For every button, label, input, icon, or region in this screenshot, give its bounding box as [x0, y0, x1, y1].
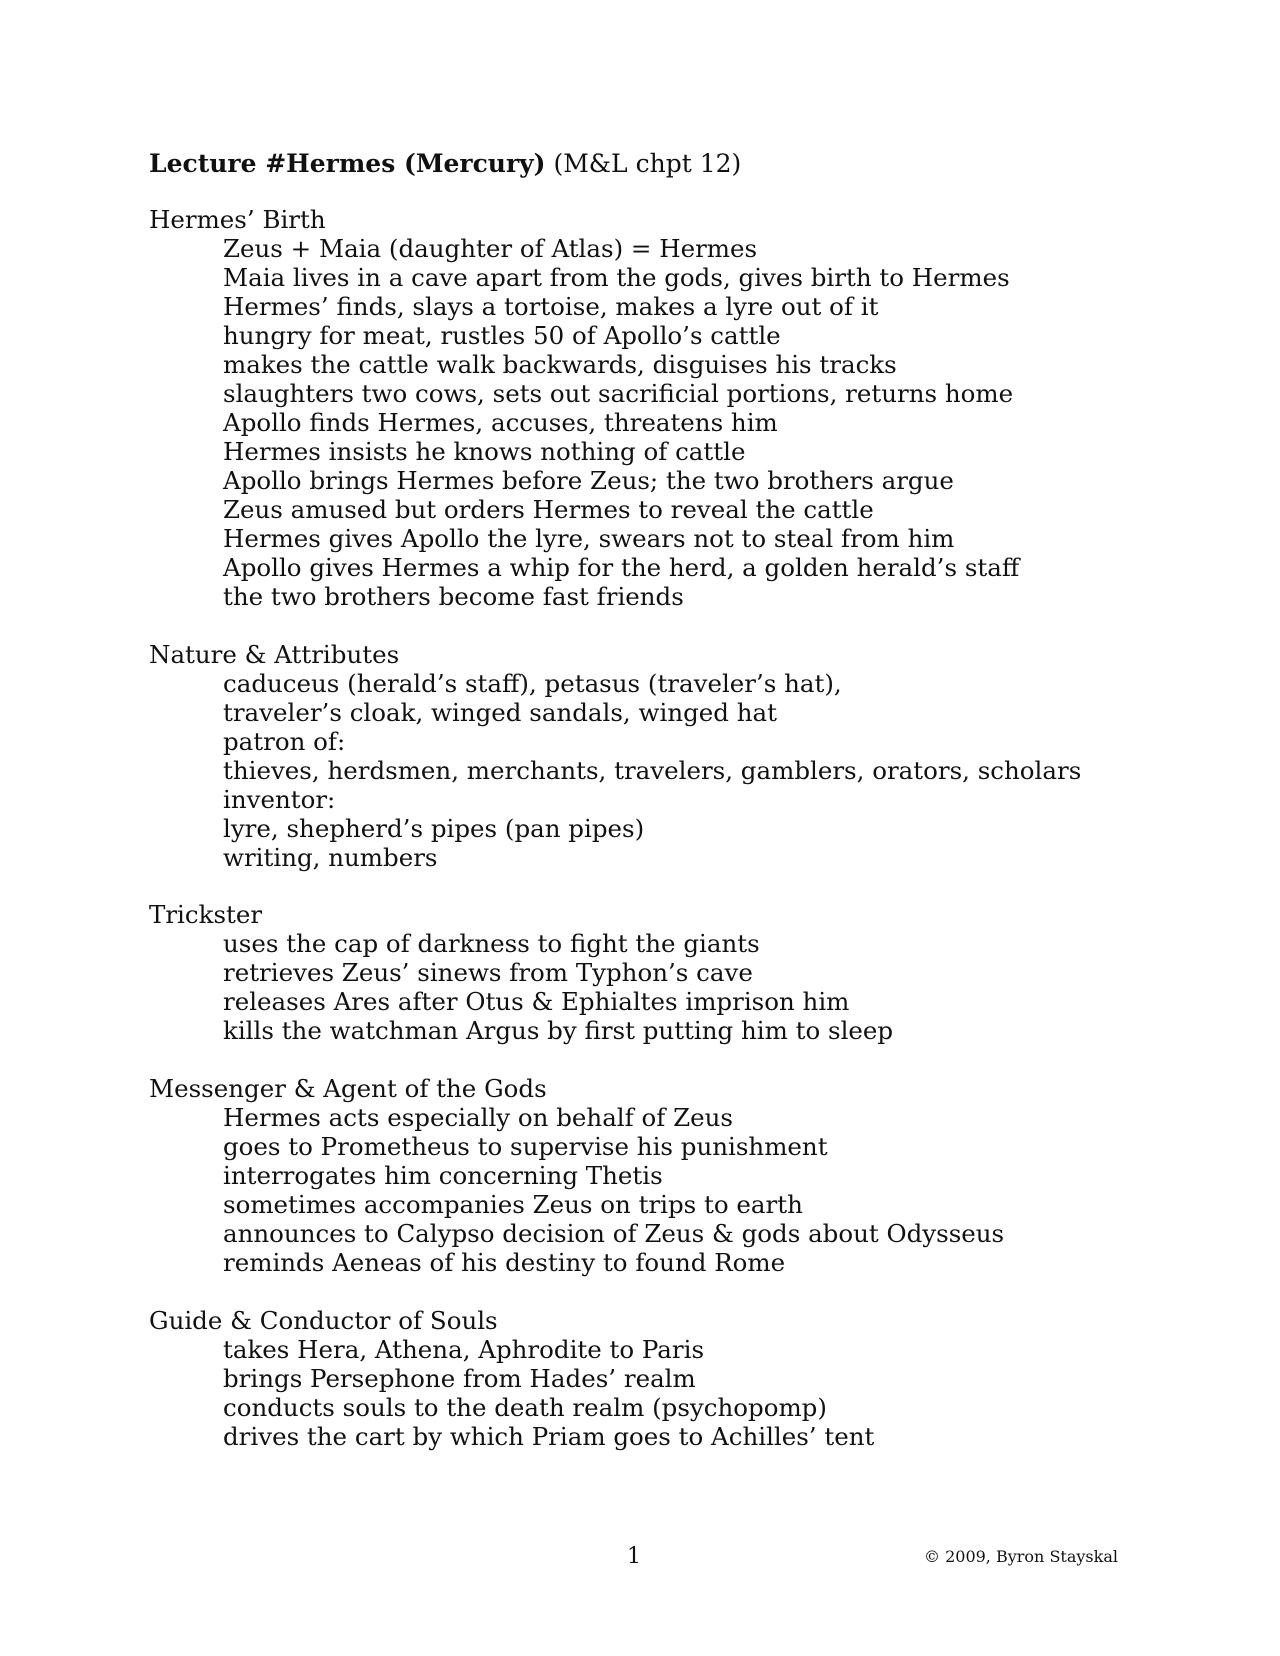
- list-item: interrogates him concerning Thetis: [223, 1161, 663, 1190]
- section-heading: Trickster: [149, 900, 263, 929]
- list-item: makes the cattle walk backwards, disguises his tracks: [223, 350, 897, 379]
- list-item: inventor:: [223, 785, 336, 814]
- section-heading: Messenger & Agent of the Gods: [149, 1074, 547, 1103]
- list-item: announces to Calypso decision of Zeus & gods about Odysseus: [223, 1219, 1005, 1248]
- list-item: Hermes insists he knows nothing of cattle: [223, 437, 746, 466]
- list-item: thieves, herdsmen, merchants, travelers, gamblers, orators, scholars: [223, 756, 1082, 785]
- list-item: lyre, shepherd’s pipes (pan pipes): [223, 814, 645, 843]
- section-heading: Hermes’ Birth: [149, 205, 326, 234]
- section-heading: Guide & Conductor of Souls: [149, 1306, 498, 1335]
- section-guide-conductor: [149, 1306, 874, 1451]
- list-item: Apollo brings Hermes before Zeus; the two brothers argue: [223, 466, 954, 495]
- section-trickster: [149, 900, 893, 1045]
- lecture-title-reference: (M&L chpt 12): [545, 149, 742, 178]
- section-hermes-birth: [149, 205, 1019, 611]
- list-item: Hermes gives Apollo the lyre, swears not to steal from him: [223, 524, 955, 553]
- list-item: reminds Aeneas of his destiny to found Rome: [223, 1248, 786, 1277]
- list-item: the two brothers become fast friends: [223, 582, 684, 611]
- list-item: hungry for meat, rustles 50 of Apollo’s cattle: [223, 321, 781, 350]
- lecture-title: [149, 149, 741, 179]
- list-item: patron of:: [223, 727, 346, 756]
- list-item: sometimes accompanies Zeus on trips to earth: [223, 1190, 803, 1219]
- list-item: kills the watchman Argus by first putting him to sleep: [223, 1016, 894, 1045]
- copyright-notice: © 2009, Byron Stayskal: [924, 1547, 1118, 1566]
- list-item: releases Ares after Otus & Ephialtes imprison him: [223, 987, 850, 1016]
- list-item: Zeus amused but orders Hermes to reveal the cattle: [223, 495, 874, 524]
- list-item: writing, numbers: [223, 843, 438, 872]
- section-messenger-agent: [149, 1074, 1004, 1277]
- section-heading: Nature & Attributes: [149, 640, 400, 669]
- lecture-title-bold: Lecture #Hermes (Mercury): [149, 149, 546, 178]
- list-item: traveler’s cloak, winged sandals, winged hat: [223, 698, 777, 727]
- list-item: conducts souls to the death realm (psychopomp): [223, 1393, 827, 1422]
- list-item: uses the cap of darkness to fight the giants: [223, 929, 760, 958]
- list-item: Zeus + Maia (daughter of Atlas) = Hermes: [223, 234, 758, 263]
- list-item: caduceus (herald’s staff), petasus (traveler’s hat),: [223, 669, 842, 698]
- list-item: brings Persephone from Hades’ realm: [223, 1364, 696, 1393]
- list-item: Apollo finds Hermes, accuses, threatens him: [223, 408, 778, 437]
- list-item: Maia lives in a cave apart from the gods, gives birth to Hermes: [223, 263, 1010, 292]
- list-item: Hermes’ finds, slays a tortoise, makes a lyre out of it: [223, 292, 879, 321]
- list-item: retrieves Zeus’ sinews from Typhon’s cave: [223, 958, 753, 987]
- list-item: Hermes acts especially on behalf of Zeus: [223, 1103, 733, 1132]
- list-item: drives the cart by which Priam goes to Achilles’ tent: [223, 1422, 875, 1451]
- list-item: goes to Prometheus to supervise his punishment: [223, 1132, 828, 1161]
- section-nature-attributes: [149, 640, 1081, 872]
- list-item: slaughters two cows, sets out sacrificial portions, returns home: [223, 379, 1014, 408]
- list-item: takes Hera, Athena, Aphrodite to Paris: [223, 1335, 705, 1364]
- page-number: 1: [627, 1544, 641, 1569]
- list-item: Apollo gives Hermes a whip for the herd, a golden herald’s staff: [223, 553, 1020, 582]
